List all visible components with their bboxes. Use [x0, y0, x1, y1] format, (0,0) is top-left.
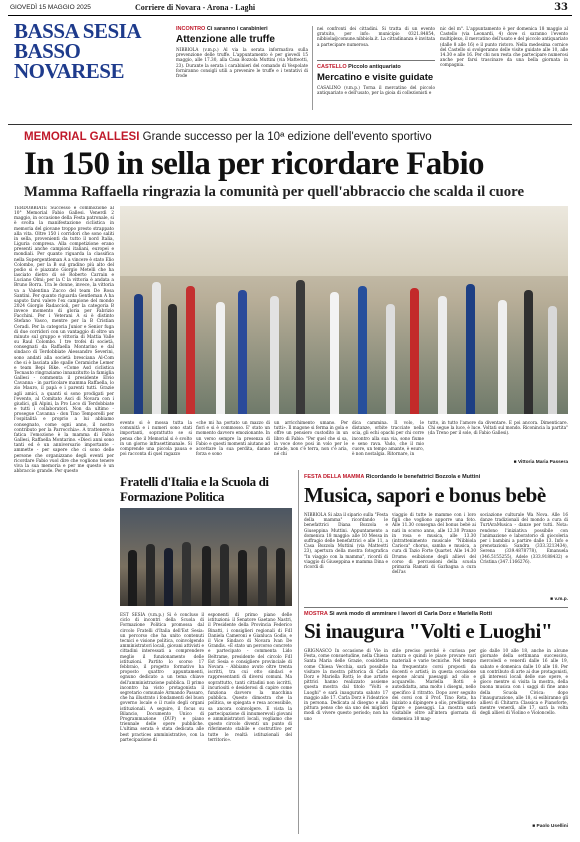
hero-rule	[8, 124, 572, 125]
musica-body-col2: viaggio di tutte le mamme con i loro figli che vogliono apporre una foto. Alle 11.30 consegna del bonus bebè ai nati in scorso anno, alle 12.30 Pranzo in rosa e musica, alle 13.30 (intrattenimento musicale "Nibbiola Carioca" chorus, samba e musica, a cura di Tazio Forte Quartet. Alle 14.30 Drums: esibizione degli allievi del corso di percussioni della scuola primaria Ramati di Garbagna a cura dell'as	[392, 512, 476, 575]
hero-subtitle: Mamma Raffaella ringrazia la comunità per quell'abbraccio che scalda il cuore	[24, 184, 525, 200]
person-figure	[524, 290, 533, 414]
person-figure	[216, 302, 225, 414]
person-figure	[220, 544, 229, 606]
person-figure	[182, 542, 191, 606]
memorial-byline: ■ Vittoria Maria Passera	[513, 460, 568, 465]
person-figure	[548, 306, 557, 414]
column-divider	[298, 470, 299, 834]
person-figure	[238, 290, 247, 414]
hero-kicker	[24, 131, 432, 143]
politica-headline: Fratelli d'Italia e la Scuola di Formazione Politica	[120, 474, 269, 504]
memorial-body-col4: un arricchimento umano. Per tutti». Il magone si ferma in gola e offre un pensiero custodito in un libro di Fabio: "Per quel che si sa, la voce dove posi in volo per le strade, non c'è terra, non c'è aria, né chi	[274, 420, 348, 457]
tent-roof	[120, 206, 568, 276]
person-figure	[152, 282, 161, 414]
person-figure	[438, 296, 447, 414]
musica-body-col1: NIBBIOLA Si alza il sipario sulla "Festa della mamma" ricordando le benefattrici Diana Bozzola e Giuseppina Muttini. Appuntamento a domenica 18 maggio: alle 10 Messa in suffragio delle benefattrici e alle 11, a Casa Bozzola Muttini (via Matteotti 23), apertura della mostra fotografica "In viaggio con la mamma", ricordi di viaggio di Giuseppina e mamma Dina e ricordi di	[304, 512, 388, 570]
person-figure	[386, 304, 395, 414]
person-figure	[134, 294, 143, 414]
musica-headline: Musica, sapori e bonus bebè	[304, 483, 546, 507]
mostra-kicker	[304, 611, 568, 617]
hero-kicker-text: Grande successo per la 10ª edizione dell'evento sportivo	[142, 131, 432, 143]
mercatino-lead-body: nei confronti dei cittadini. Si tratta di un evento gratuito, per info: municipio 0321.84854, nibbiola@comune.nibbiola.it. La cittadinanza è invitata a partecipare numerosa.	[317, 26, 435, 47]
newspaper-name: Corriere di Novara - Arona - Laghi	[135, 3, 256, 12]
person-figure	[466, 284, 475, 414]
memorial-body-col2: evento si è mossa tutta la comunità e i numeri sono stati importanti, soprattutto se si pensa che il Memorial si è svolto in un giorno infrasettimanale. Si comprende una piccola pausa e poi racconta di quel ragazzo	[120, 420, 192, 457]
politica-body-col1: EST SESIA (v.m.p.) Si è concluso il ciclo di incontri della Scuola di Formazione Politica promossa dal circolo Fratelli d'Italia dell'Est Sesia: un percorso che ha unito contenuti tecnici e visione politica, coinvolgendo amministratori locali, giovani attivisti e cittadini interessati a comprendere meglio il funzionamento delle istituzioni. Partito lo scorso 17 febbraio, il progetto formativo ha proposto quattro appuntamenti, ognuno dedicato a un tema chiave dell'amministrazione pubblica. Il primo incontro ha visto protagonista il segretario comunale Armando Passaro, che ha illustrato i fondamenti del buon governo locale e il ruolo degli organi istituzionali. A seguire, il focus su Bilancio, Documento Unico di Programmazione (DUP) e piano triennale delle opere pubbliche. L'ultima serata è stata dedicata alle best practices amministrative, con la partecipazione di	[120, 612, 204, 742]
mostra-body-col1: GRIGNASCO In occasione di Vie in Festa, come consuetudine, nella Chiesa Santa Maria delle Grazie, cosiddetta come Chiesa Vecchia, sarà possibile visitare la mostra pittorica di Carla Dorz e Mariella Rotti; le due artiste pittrici hanno realizzato assieme questa mostra dal titolo "Volti e Luoghi" e sarà inaugurata sabato 17 maggio alle 17. Carla Dorz è l'ideatrice in persona. Dedicata al disegno e alla pittura penso che sia uno dei migliori modi di vivere questo periodo; non ha uno	[304, 648, 388, 721]
musica-kicker-text: Ricordando le benefattrici Bozzola e Muttini	[365, 474, 481, 480]
person-figure	[168, 304, 177, 414]
truffe-kicker	[176, 26, 308, 32]
hero-headline: In 150 in sella per ricordare Fabio	[24, 146, 484, 182]
truffe-body: NIBBIOLA (v.m.p.) Al via la serata informativa sulla prevenzione delle truffe. L'appuntamento è per giovedì 15 maggio, alle 17.30, alla Casa Bozzola Muttini (via Matteotti, 23). Durante la serata i carabinieri del comando di Vespolate forniranno consigli utili a prevenire le truffe e i tentativi di frode	[176, 47, 308, 79]
mostra-headline: Si inaugura "Volti e Luoghi"	[304, 619, 553, 643]
issue-date: GIOVEDÌ 15 MAGGIO 2025	[10, 4, 91, 11]
person-figure	[498, 300, 507, 414]
person-figure	[358, 286, 367, 414]
person-figure	[410, 288, 419, 414]
politica-body-col2: esponenti di primo piano delle istituzioni: il Senatore Gaetano Nastri, il Presidente della Provincia Federico Binatti, i consiglieri regionali di FdI Daniela Cameroni e Gianluca Godio, e il Vice Sindaco di Novara Ivan De Grandis. «È stato un percorso concreto e partecipato - commenta Lido Beltrame, presidente del circolo FdI Est Sesia e consigliere provinciale di Novara - Abbiamo avuto oltre trenta iscritti, tra cui otto sindaci e rappresentanti di diversi comuni. Ma soprattutto, tanti cittadini non iscritti, incuriositi e desiderosi di capire come funziona davvero la macchina pubblica. Questo dimostra che la politica, se spiegata e resa accessibile, sa ancora coinvolgere. E vista la partecipazione di innumerevoli giovani e amministratori locali, vogliamo che questo circolo diventi un punto di riferimento stabile e costruttivo per tutte le realtà istituzionali del territorio».	[208, 612, 292, 742]
mostra-body-col3: gio dalle 10 alle 18, anche in alcune giornate della settimana successiva, mercoledì e venerdì dalle 16 alle 19, sabato e domenica dalle 10 alle 18. Per un contributo di arte ai due protagonisti, gli interessi locali delle sue opere, e gioco mentre si visita la mostra, della buona musica con i saggi di fine anno della Scuola Civica: dopo l'inaugurazione, alle 18, si esibiranno gli allievi di Chitarra Classica e Pianoforte, mentre venerdì, alle 17, sarà la volta degli allievi di Violino e Violoncello.	[480, 648, 568, 716]
memorial-body-col5: dica cammina. Il volo, le distanze, orbite tracciate nella scia, gli echi opachi per chi corre incontro alla sua via, sono fiume e seno rava. Vado, che il mio cuore, un tempo amante, è esuro, è non nostalgia. Ritornare, in	[352, 420, 424, 457]
truffe-article	[176, 26, 308, 95]
person-figure	[238, 550, 247, 606]
musica-byline: ■ v.m.p.	[550, 597, 568, 602]
mercatino-kicker-text: Piccolo antiquariato	[348, 64, 401, 70]
section-title: BASSA SESIA BASSO NOVARESE	[14, 19, 140, 83]
hero-kicker-tag: MEMORIAL GALLESI	[24, 131, 140, 143]
person-figure	[276, 548, 285, 606]
musica-kicker	[304, 474, 568, 480]
mostra-kicker-tag: MOSTRA	[304, 611, 328, 617]
memorial-body-col1: TERDOBBIATE Successo e commozione al 10° Memorial Fabio Gallesi. Venerdì 2 maggio, in occasione della Festa patronale, si è svolta la manifestazione ciclistica in memoria del giovane troppo presto strappato alla vita. Oltre 150 i corridori che sono saliti in sella, provenienti da tutto il nord Italia, Liguria compresa. Alla competizione erano presenti anche campioni italiani, europei e mondiali. Per quanto riguarda la classifica nella Supergentleman A a vincere è stato Elio Colombo, per la B sul gradino più alto del podio si è piazzato Giorgio Metelli che ha lasciato dietro di sé Roberto Carrain e Luciano Olmi; per la C la vittoria è andata a Bruno Borra. Tra le donne, invece, la vittoria va a Valentina Zucco del team De Rosa Santini. Per quanto riguarda Gentleman A ha saputo farsi valere l'ex campione del mondo 2024 Giorgio Radaccioli, per la categoria B invece momento di gloria per Fabrizio Facchini. Per i Veterani A si è distinto Stefano Vasco, mentre per la B Cristian Ceradi. Per la categoria Junior e Senior fuga di due corridori con un vantaggio di oltre un minuto sul gruppo e vittoria di Mattia Valle su Raul Colombo. I tre trofei di società, consegnati da Raffaella Montarino e dal sindaco di Terdobbiate Alessandro Severini, sono andati alla società bresciana Al-Com che si è lasciata alle spalle Ceramiche Lemer e team Bepi Bike. «Come Asd ciclistica Tecnauto ringraziamo innanzitutto la famiglia Gallesi - commenta il presidente Elvio Cavanna - in particolare mamma Raffaella, lo zio Mauro, il papà e i parenti tutti. Grazie agli amici, a quanti si sono prodigati per l'evento, al Comitato Asci di Novara con i giudici, gli Alpini, la Pro Loco di Terdobbiate e tutti i collaboratori. Non da ultimo - prosegue Cavanna - don Tino Temporelli per l'ospitalità e proprio a lui abbiamo consegnato, come ogni anno, il nostro contributo per la Parrocchia». A trattenere a fatica l'emozione è la mamma di Fabio Gallesi, Raffaella Montarino. «Dieci anni sono tanti ed è un anniversario importante - ammette - per sapere che ci sono delle persone che organizzano degli eventi per ricordare Fabio vuol dire che vogliono tenere viva la sua memoria e per me questo è un abbraccio grande. Per questo	[14, 206, 114, 474]
mercatino-title: Mercatino e visite guidate	[317, 72, 434, 83]
column-divider	[312, 26, 313, 110]
person-figure	[270, 296, 279, 414]
person-figure	[202, 546, 211, 606]
memorial-group-photo	[120, 206, 568, 414]
person-figure	[164, 548, 173, 606]
memorial-body-col3: «che mi ha portato un mazzo di fiori e si è commosso. E' stato un momento davvero emozionante. In un verso sempre la presenza di Fabio e questi momenti aiutano ad accettare la sua perdita, danno forza e sono	[196, 420, 270, 457]
person-figure	[296, 280, 305, 414]
mostra-body-col2: stile preciso perché è curiosa per natura e quindi le piace provare vari materiali e varie tecniche. Nel tempo ha frequentato corsi proposti da docenti e artisti; in questa occasione espone alcuni paesaggi ad olio e acquarello. Mariella Rotti è autodidatta, ama molto i disegni, nello specifico il ritratto. Dopo aver seguito dei corsi con il Prof. Tino Rota, ha iniziato a dipingere a olio, prediligendo figure e paesaggi. La mostra sarà visitabile oltre all'intera giornata di domenica 18 mag-	[392, 648, 476, 721]
person-figure	[186, 286, 195, 414]
person-figure	[258, 546, 267, 606]
header-rule	[8, 15, 572, 16]
mercatino-continued: nic del m°. L'appuntamento è per domenica 18 maggio al Castello (via Leonardi, 4) dove ci saranno l'evento multiplexo, il mercatino dell'usato e del piccolo antiquariato (dalle 8 alle 16) e il punto ristoro. Nella medesima cornice del Castello si svolgeranno delle visite guidate alle 10, alle 14.30 e alle 16. Per chi non resta che partecipare numerosi anche per farsi trascinare da una bella giornata in compagnia.	[440, 26, 568, 68]
mercatino-body: CASALINO (v.m.p.) Torna il mercatino del piccolo antiquariato e dell'usato, per la gioia di collezionisti e	[317, 85, 435, 96]
mercatino-rule	[317, 60, 435, 61]
truffe-kicker-text: Ci saranno i carabinieri	[206, 26, 268, 32]
page-number: 33	[554, 2, 568, 13]
musica-body-col3: sociazione culturale Wa Nova. Alle 16 danze tradizionali del mondo a cura di TurtAraMusica - danze per tutti. Nota: rendono l'iniziativa possibile con l'animazione e laboratorio di giocoleria per i bambini a partire dalle 13. Info e prenotazioni: Sandra (333.3213434), Serena (339.4878778), Emanuela (346.5155255), Adele (333.9188432) e Cristina (347.1166276).	[480, 512, 568, 564]
person-figure	[146, 544, 155, 606]
musica-kicker-tag: FESTA DELLA MAMMA	[304, 474, 365, 480]
truffe-title: Attenzione alle truffe	[176, 34, 275, 45]
mostra-rule	[304, 607, 568, 608]
person-figure	[330, 292, 339, 414]
memorial-body-col6: tutto, in tutto l'amore da diventare. E poi ancora. Dimenticare. Chi segue la luce, è luce. Voltati sul mondo. Riconincia la partita" (da Treno per il sole, di Fabio Gallesi).	[428, 420, 568, 436]
mercatino-kicker-tag: CASTELLO	[317, 64, 347, 70]
truffe-kicker-tag: INCONTRO	[176, 26, 206, 32]
mercatino-article	[317, 26, 435, 101]
mostra-kicker-text: Si avrà modo di ammirare i lavori di Carla Dorz e Mariella Rotti	[329, 611, 492, 617]
mostra-byline: ■ Paolo Usellini	[532, 824, 568, 829]
mercatino-kicker	[317, 64, 435, 70]
politica-photo	[120, 508, 292, 606]
person-figure	[128, 550, 137, 606]
